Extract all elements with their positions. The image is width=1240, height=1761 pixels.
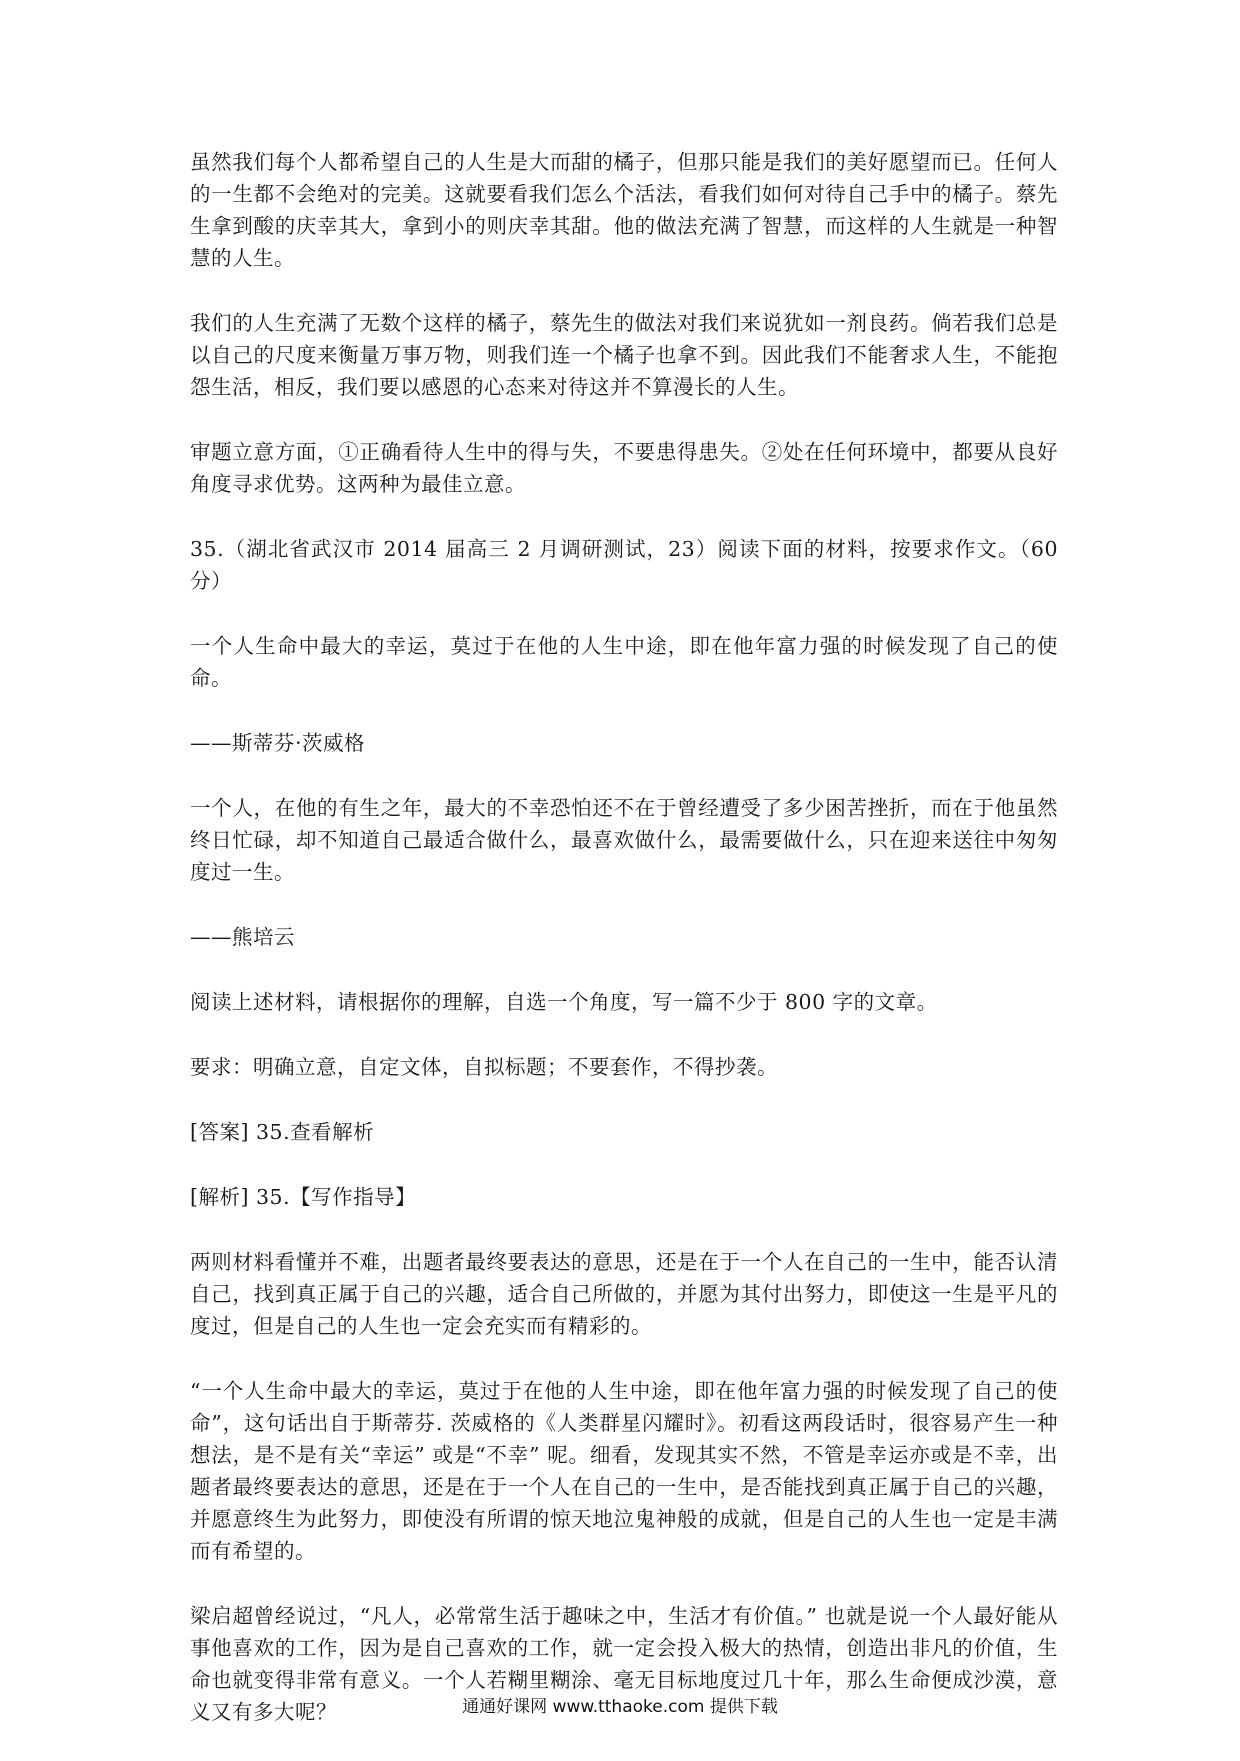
writing-instruction: 阅读上述材料，请根据你的理解，自选一个角度，写一篇不少于 800 字的文章。 [190, 990, 938, 1014]
paragraph-orange-wish: 虽然我们每个人都希望自己的人生是大而甜的橘子，但那只能是我们的美好愿望而已。任何人的一生都不会绝对的完美。这就要看我们怎么个活法，看我们如何对待自己手中的橘子。蔡先生拿到酸的庆幸其大，拿到小的则庆幸其甜。他的做法充满了智慧，而这样的人生就是一种智慧的人生。 [190, 150, 1058, 270]
analysis-paragraph-1: 两则材料看懂并不难，出题者最终要表达的意思，还是在于一个人在自己的一生中，能否认清自己，找到真正属于自己的兴趣，适合自己所做的，并愿为其付出努力，即使这一生是平凡的度过，但是自己的人生也一定会充实而有精彩的。 [190, 1250, 1058, 1338]
analysis-label: [解析] 35.【写作指导】 [190, 1185, 417, 1209]
writing-requirements: 要求：明确立意，自定文体，自拟标题；不要套作，不得抄袭。 [190, 1055, 778, 1079]
paragraph-topic-analysis: 审题立意方面，①正确看待人生中的得与失，不要患得患失。②处在任何环境中，都要从良好角度寻求优势。这两种为最佳立意。 [190, 440, 1058, 496]
quote-xiong: 一个人，在他的有生之年，最大的不幸恐怕还不在于曾经遭受了多少困苦挫折，而在于他虽然终日忙碌，却不知道自己最适合做什么，最喜欢做什么，最需要做什么，只在迎来送往中匆匆度过一生。 [190, 796, 1058, 884]
answer-label: [答案] 35.查看解析 [190, 1120, 375, 1144]
quote-zweig-author: ——斯蒂芬·茨威格 [190, 731, 366, 755]
analysis-paragraph-2: “一个人生命中最大的幸运，莫过于在他的人生中途，即在他年富力强的时候发现了自己的使命”，这句话出自于斯蒂芬. 茨威格的《人类群星闪耀时》。初看这两段话时，很容易产生一种想法，是不是有关“幸运” 或是“不幸” 呢。细看，发现其实不然，不管是幸运亦或是不幸，出题者最终要表达的意思，还是在于一个人在自己的一生中，是否能找到真正属于自己的兴趣，并愿意终生为此努力，即使没有所谓的惊天地泣鬼神般的成就，但是自己的人生也一定是丰满而有希望的。 [190, 1379, 1058, 1563]
document-body [190, 146, 1058, 1761]
question-35-prompt: 35.（湖北省武汉市 2014 届高三 2 月调研测试，23）阅读下面的材料，按要求作文。（60 分） [190, 537, 1058, 593]
quote-zweig: 一个人生命中最大的幸运，莫过于在他的人生中途，即在他年富力强的时候发现了自己的使命。 [190, 634, 1058, 690]
analysis-paragraph-3: 梁启超曾经说过，“凡人，必常常生活于趣味之中，生活才有价值。” 也就是说一个人最好能从事他喜欢的工作，因为是自己喜欢的工作，就一定会投入极大的热情，创造出非凡的价值，生命也就变得非常有意义。一个人若糊里糊涂、毫无目标地度过几十年，那么生命便成沙漠，意义又有多大呢？ [190, 1604, 1058, 1724]
quote-xiong-author: ——熊培云 [190, 925, 295, 949]
page-footer: 通通好课网 www.tthaoke.com 提供下载 [462, 1697, 778, 1717]
paragraph-orange-life: 我们的人生充满了无数个这样的橘子，蔡先生的做法对我们来说犹如一剂良药。倘若我们总是以自己的尺度来衡量万事万物，则我们连一个橘子也拿不到。因此我们不能奢求人生，不能抱怨生活，相反，我们要以感恩的心态来对待这并不算漫长的人生。 [190, 311, 1058, 399]
